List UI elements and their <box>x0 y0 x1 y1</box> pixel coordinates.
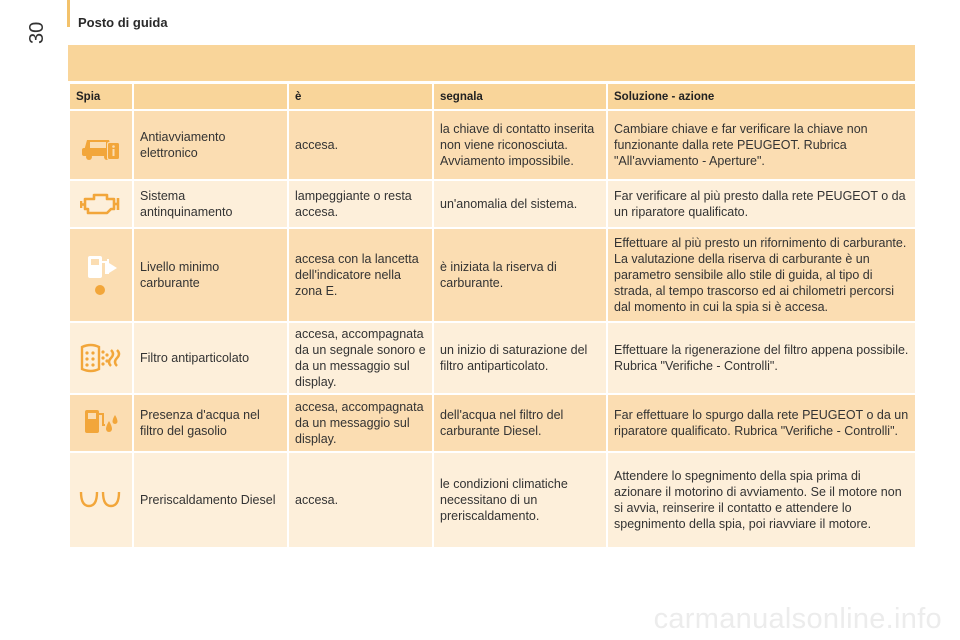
table-row <box>69 394 916 452</box>
row-state: accesa con la lancetta dell'indicatore nella zona E. <box>288 228 433 322</box>
row-signal: la chiave di contatto inserita non viene riconosciuta. Avviamento impossibile. <box>433 110 607 180</box>
row-solution: Far verificare al più presto dalla rete PEUGEOT o da un riparatore qualificato. <box>607 180 916 228</box>
table-row <box>69 452 916 548</box>
header-blank <box>133 83 288 110</box>
header-soluzione: Soluzione - azione <box>607 83 916 110</box>
row-solution: Effettuare al più presto un rifornimento di carburante. La valutazione della riserva di carburante è un parametro sensibile allo stile di guida, al tipo di strada, al tempo trascorso ed ai chilometri percorsi dal momento in cui la spia si è accesa. <box>607 228 916 322</box>
row-state: lampeggiante o resta accesa. <box>288 180 433 228</box>
row-name: Presenza d'acqua nel filtro del gasolio <box>133 394 288 452</box>
row-signal: le condizioni climatiche necessitano di un preriscaldamento. <box>433 452 607 548</box>
section-title: Posto di guida <box>78 15 168 30</box>
row-name: Filtro antiparticolato <box>133 322 288 394</box>
header-spia: Spia <box>69 83 133 110</box>
section-accent-bar <box>67 0 70 27</box>
engine-check-icon <box>69 180 133 228</box>
row-solution: Far effettuare lo spurgo dalla rete PEUGEOT o da un riparatore qualificato. Rubrica "Verifiche - Controlli". <box>607 394 916 452</box>
row-solution: Attendere lo spegnimento della spia prima di azionare il motorino di avviamento. Se il motore non si avvia, reinserire il contatto e attendere lo spegnimento della spia, poi riavviare il motore. <box>607 452 916 548</box>
row-solution: Cambiare chiave e far verificare la chiave non funzionante dalla rete PEUGEOT. Rubrica "All'avviamento - Aperture". <box>607 110 916 180</box>
particulate-filter-icon <box>69 322 133 394</box>
fuel-low-icon <box>69 228 133 322</box>
table-header-row <box>69 83 916 110</box>
row-name: Antiavviamento elettronico <box>133 110 288 180</box>
row-state: accesa, accompagnata da un segnale sonoro e da un messaggio sul display. <box>288 322 433 394</box>
row-name: Sistema antinquinamento <box>133 180 288 228</box>
header-segnala: segnala <box>433 83 607 110</box>
row-name: Livello minimo carburante <box>133 228 288 322</box>
header-stato: è <box>288 83 433 110</box>
row-name: Preriscaldamento Diesel <box>133 452 288 548</box>
row-state: accesa. <box>288 110 433 180</box>
watermark: carmanualsonline.info <box>653 603 942 635</box>
row-state: accesa. <box>288 452 433 548</box>
row-signal: un inizio di saturazione del filtro antiparticolato. <box>433 322 607 394</box>
immobiliser-warning-icon <box>69 110 133 180</box>
warning-lights-table <box>68 82 917 549</box>
table-row <box>69 110 916 180</box>
glow-plug-icon <box>69 452 133 548</box>
row-signal: è iniziata la riserva di carburante. <box>433 228 607 322</box>
table-banner <box>68 45 915 81</box>
page-number: 30 <box>26 21 48 44</box>
row-state: accesa, accompagnata da un messaggio sul display. <box>288 394 433 452</box>
water-in-diesel-icon <box>69 394 133 452</box>
row-signal: un'anomalia del sistema. <box>433 180 607 228</box>
table-row <box>69 228 916 322</box>
table-row <box>69 180 916 228</box>
row-signal: dell'acqua nel filtro del carburante Diesel. <box>433 394 607 452</box>
row-solution: Effettuare la rigenerazione del filtro appena possibile. Rubrica "Verifiche - Controlli". <box>607 322 916 394</box>
table-row <box>69 322 916 394</box>
